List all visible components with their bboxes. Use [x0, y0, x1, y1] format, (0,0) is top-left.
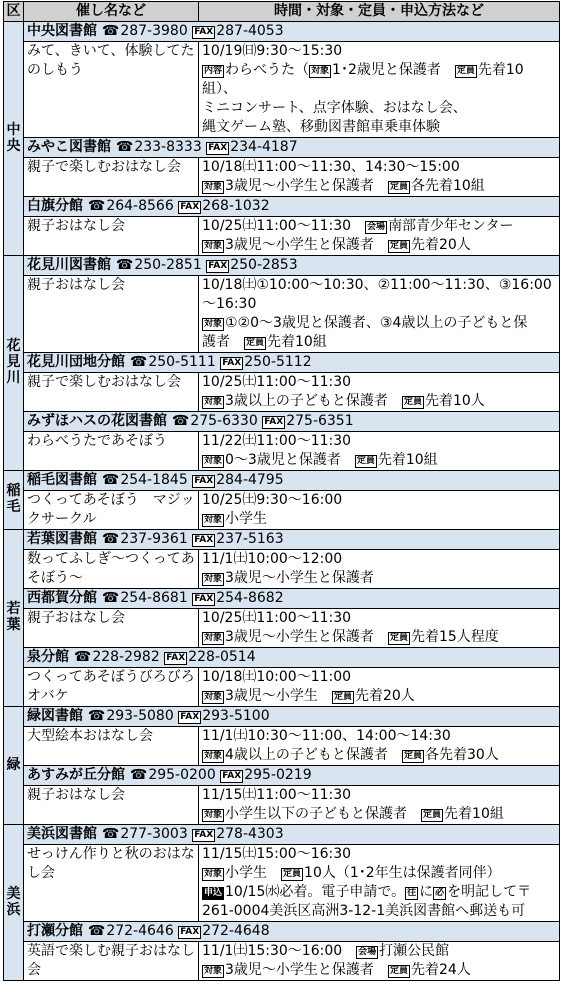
phone-icon: ☎	[101, 23, 120, 39]
phone-icon: ☎	[73, 649, 92, 665]
library-name: みやこ図書館	[27, 139, 111, 155]
label-icon: 対象	[204, 869, 223, 879]
detail-text: ミニコンサート、点字体験、おはなし会、	[202, 100, 467, 116]
event-title: 親子おはなし会	[24, 609, 199, 648]
library-tel	[74, 649, 256, 665]
detail-text: 3歳以上の子どもと保護者	[225, 393, 402, 409]
event-row	[4, 550, 560, 589]
tel-number: 287-3980	[120, 23, 188, 39]
library-row	[4, 22, 560, 42]
label-icon: 会場	[367, 222, 386, 232]
detail-line	[202, 786, 556, 805]
library-row	[4, 256, 560, 276]
library-header	[24, 412, 560, 432]
event-row	[4, 786, 560, 825]
fax-number: 295-0219	[244, 767, 312, 783]
label-icon: 内容	[204, 66, 223, 76]
phone-icon: ☎	[171, 413, 190, 429]
detail-text: 小学生	[225, 865, 282, 881]
ward-name: 花見川	[6, 338, 21, 386]
ward-cell	[4, 256, 24, 471]
label-icon: 対象	[204, 241, 223, 251]
detail-text: 10/25㈯11:00～11:30	[202, 374, 352, 390]
library-name: 稲毛図書館	[27, 472, 97, 488]
event-row	[4, 727, 560, 766]
library-name: 花見川図書館	[27, 257, 111, 273]
library-tel	[102, 472, 284, 488]
library-row	[4, 353, 560, 373]
label-icon: 対象	[204, 692, 223, 702]
fax-number: 250-5112	[244, 354, 312, 370]
event-details	[199, 158, 560, 197]
label-icon: 定員	[423, 810, 442, 820]
fax-number: 237-5163	[216, 531, 284, 547]
phone-icon: ☎	[101, 826, 120, 842]
phone-icon: ☎	[87, 923, 106, 939]
detail-line	[202, 805, 556, 824]
label-icon: 対象	[204, 810, 223, 820]
library-header	[24, 922, 560, 942]
label-icon: 定員	[403, 751, 422, 761]
library-header	[24, 471, 560, 491]
event-title: 大型絵本おはなし会	[24, 727, 199, 766]
event-details	[199, 42, 560, 138]
tel-number: 237-9361	[120, 531, 188, 547]
detail-text: 10/15㈬必着。電子申請で。	[225, 884, 406, 900]
detail-text: 先着15人程度	[410, 629, 499, 645]
event-details	[199, 550, 560, 589]
detail-text: 3歳児～小学生と保護者	[225, 962, 388, 978]
detail-line	[202, 668, 556, 687]
library-tel	[102, 590, 284, 606]
event-title: 親子おはなし会	[24, 276, 199, 353]
event-row	[4, 845, 560, 922]
tel-number: 254-8681	[120, 590, 188, 606]
library-header	[24, 197, 560, 217]
library-header	[24, 138, 560, 158]
detail-text: 10/18㈯11:00～11:30、14:30～15:00	[202, 159, 460, 175]
label-icon: 対象	[204, 633, 223, 643]
library-tel	[172, 413, 354, 429]
fax-number: 284-4795	[216, 472, 284, 488]
library-name: 泉分館	[27, 649, 69, 665]
detail-text: 261-0004美浜区高洲3-12-1美浜図書館へ郵送も可	[202, 903, 526, 919]
fax-icon: FAX	[180, 712, 200, 722]
detail-line	[202, 333, 556, 352]
phone-icon: ☎	[101, 531, 120, 547]
detail-line	[202, 373, 556, 392]
detail-text: 先着10組	[377, 452, 438, 468]
library-row	[4, 412, 560, 432]
phone-icon: ☎	[129, 767, 148, 783]
event-row	[4, 42, 560, 138]
detail-text: 10/19㈰9:30～15:30	[202, 43, 343, 59]
detail-text: 10/18㈯①10:00～10:30、②11:00～11:30、③16:00	[202, 277, 552, 293]
library-row	[4, 589, 560, 609]
detail-text: 10/25㈯11:00～11:30	[202, 218, 366, 234]
library-header	[24, 589, 560, 609]
detail-text: わらべうた（	[225, 62, 310, 78]
library-name: あすみが丘分館	[27, 767, 125, 783]
tel-number: 275-6330	[190, 413, 258, 429]
detail-line	[202, 902, 556, 921]
tel-number: 254-1845	[120, 472, 188, 488]
event-details	[199, 942, 560, 981]
tel-number: 293-5080	[106, 708, 174, 724]
fax-number: 250-2853	[230, 257, 298, 273]
fax-number: 287-4053	[216, 23, 284, 39]
tel-number: 250-2851	[134, 257, 202, 273]
detail-text: 打瀬公民館	[379, 943, 450, 959]
library-tel	[130, 767, 312, 783]
fax-number: 275-6351	[286, 413, 354, 429]
label-icon: 対象	[204, 574, 223, 584]
detail-line	[202, 42, 556, 61]
library-name: 花見川団地分館	[27, 354, 125, 370]
detail-line	[202, 510, 556, 529]
label-icon: 対象	[204, 966, 223, 976]
tel-number: 272-4646	[106, 923, 174, 939]
detail-text: 先着10人	[424, 393, 485, 409]
detail-text: 3歳児～小学生と保護者	[225, 629, 388, 645]
detail-text: ①②0～3歳児と保護者、③4歳以上の子どもと保	[225, 315, 528, 331]
label-icon: 定員	[456, 66, 475, 76]
event-title: 親子で楽しむおはなし会	[24, 373, 199, 412]
event-row	[4, 942, 560, 981]
event-title: 数ってふしぎ～つくってあそぼう～	[24, 550, 199, 589]
fax-number: 228-0514	[188, 649, 256, 665]
event-details	[199, 276, 560, 353]
detail-line	[202, 314, 556, 333]
label-icon: 対象	[204, 515, 223, 525]
detail-text: 縄文ゲーム塾、移動図書館車乗車体験	[202, 119, 440, 135]
events-table	[3, 1, 560, 981]
detail-text: 11/22㈯11:00～11:30	[202, 433, 352, 449]
header-row	[4, 2, 560, 22]
detail-line	[202, 550, 556, 569]
event-row	[4, 158, 560, 197]
library-tel	[88, 198, 270, 214]
library-row	[4, 471, 560, 491]
detail-line	[202, 236, 556, 255]
fax-icon: FAX	[264, 417, 284, 427]
tel-number: 228-2982	[92, 649, 160, 665]
label-icon: 定員	[389, 633, 408, 643]
event-row	[4, 276, 560, 353]
fax-icon: FAX	[194, 535, 214, 545]
detail-line	[202, 99, 556, 118]
detail-text: 護者	[202, 334, 244, 350]
library-name: 美浜図書館	[27, 826, 97, 842]
fax-number: 268-1032	[202, 198, 270, 214]
event-row	[4, 217, 560, 256]
event-row	[4, 491, 560, 530]
library-row	[4, 766, 560, 786]
detail-text: 3歳児～小学生と保護者	[225, 237, 388, 253]
library-tel	[102, 23, 284, 39]
ward-name: 緑	[6, 757, 21, 773]
ward-cell	[4, 530, 24, 707]
fax-icon: FAX	[194, 830, 214, 840]
detail-text: 南部青少年センター	[388, 218, 514, 234]
ward-cell	[4, 471, 24, 530]
fax-icon: FAX	[194, 27, 214, 37]
detail-text: に	[419, 884, 434, 900]
event-title: 親子おはなし会	[24, 217, 199, 256]
event-details	[199, 668, 560, 707]
phone-icon: ☎	[115, 139, 134, 155]
event-title: せっけん作りと秋のおはなし会	[24, 845, 199, 922]
detail-line	[202, 687, 556, 706]
library-row	[4, 530, 560, 550]
event-details	[199, 491, 560, 530]
detail-line	[202, 628, 556, 647]
event-row	[4, 432, 560, 471]
detail-text: 先着20人	[410, 237, 471, 253]
detail-text: 先着10組	[444, 806, 504, 822]
detail-text: 10人（1･2年生は保護者同伴）	[304, 865, 501, 881]
header-details: 時間・対象・定員・申込方法など	[199, 2, 560, 22]
label-icon: 往	[407, 888, 417, 898]
detail-text: 11/15㈯15:00～16:30	[202, 846, 352, 862]
detail-text: 先着10組	[267, 334, 327, 350]
fax-icon: FAX	[180, 202, 200, 212]
detail-line	[202, 491, 556, 510]
detail-text: 10/18㈯10:00～11:00	[202, 669, 352, 685]
event-title: 親子おはなし会	[24, 786, 199, 825]
event-details	[199, 786, 560, 825]
fax-icon: FAX	[208, 261, 228, 271]
detail-text: 11/1㈯10:30～11:00、14:00～14:30	[202, 728, 451, 744]
ward-name: 美浜	[6, 885, 21, 918]
library-name: 西都賀分館	[27, 590, 97, 606]
library-row	[4, 825, 560, 845]
label-icon: 対象	[204, 456, 223, 466]
library-name: 若葉図書館	[27, 531, 97, 547]
label-icon: 会場	[358, 947, 377, 957]
detail-line	[202, 864, 556, 883]
fax-icon: FAX	[222, 358, 242, 368]
fax-icon: FAX	[166, 653, 186, 663]
label-icon: 対象	[204, 319, 223, 329]
detail-line	[202, 217, 556, 236]
detail-text: 先着20人	[354, 688, 415, 704]
fax-number: 234-4187	[230, 139, 298, 155]
tel-number: 277-3003	[120, 826, 188, 842]
event-title: 親子で楽しむおはなし会	[24, 158, 199, 197]
detail-text: 4歳以上の子どもと保護者	[225, 747, 402, 763]
detail-text: 小学生	[225, 511, 268, 527]
event-details	[199, 727, 560, 766]
detail-text: 10/25㈯11:00～11:30	[202, 610, 352, 626]
phone-icon: ☎	[101, 590, 120, 606]
event-title: みて、きいて、体験してたのしもう	[24, 42, 199, 138]
detail-text: 1･2歳児と保護者	[332, 62, 455, 78]
library-header	[24, 256, 560, 276]
phone-icon: ☎	[87, 198, 106, 214]
ward-name: 中央	[6, 121, 21, 154]
tel-number: 250-5111	[148, 354, 216, 370]
detail-line	[202, 118, 556, 137]
events-body	[4, 22, 560, 981]
detail-line	[202, 883, 556, 902]
event-details	[199, 432, 560, 471]
detail-line	[202, 451, 556, 470]
detail-line	[202, 432, 556, 451]
fax-icon: FAX	[194, 594, 214, 604]
detail-line	[202, 845, 556, 864]
library-name: 打瀬分館	[27, 923, 83, 939]
library-row	[4, 138, 560, 158]
library-tel	[88, 708, 270, 724]
ward-name: 若葉	[6, 601, 21, 633]
library-name: 緑図書館	[27, 708, 83, 724]
label-icon: 定員	[389, 241, 408, 251]
library-tel	[116, 257, 298, 273]
fax-number: 278-4303	[216, 826, 284, 842]
label-icon: 対象	[204, 182, 223, 192]
ward-cell	[4, 22, 24, 256]
label-icon: 定員	[283, 869, 302, 879]
detail-text: 11/1㈯10:00～12:00	[202, 551, 343, 567]
fax-icon: FAX	[208, 143, 228, 153]
library-header	[24, 530, 560, 550]
event-title: つくってあそぼう マジックサークル	[24, 491, 199, 530]
detail-text: 各先着10組	[410, 178, 485, 194]
detail-line	[202, 942, 556, 961]
tel-number: 233-8333	[134, 139, 202, 155]
fax-icon: FAX	[222, 771, 242, 781]
phone-icon: ☎	[101, 472, 120, 488]
detail-text: 3歳児～小学生と保護者	[225, 570, 374, 586]
detail-line	[202, 392, 556, 411]
detail-line	[202, 569, 556, 588]
event-title: わらべうたであそぼう	[24, 432, 199, 471]
detail-text: 11/1㈯15:30～16:00	[202, 943, 357, 959]
fax-icon: FAX	[180, 927, 200, 937]
detail-text: 先着24人	[410, 962, 471, 978]
phone-icon: ☎	[115, 257, 134, 273]
event-details	[199, 373, 560, 412]
header-event: 催し名など	[24, 2, 199, 22]
label-icon: 対象	[204, 751, 223, 761]
library-name: 中央図書館	[27, 23, 97, 39]
detail-text: 10/25㈯9:30～16:00	[202, 492, 343, 508]
label-icon: 対象	[204, 397, 223, 407]
detail-line	[202, 276, 556, 295]
label-icon: 定員	[403, 397, 422, 407]
event-title: 英語で楽しむ親子おはなし会	[24, 942, 199, 981]
label-icon: 定員	[333, 692, 352, 702]
detail-line	[202, 609, 556, 628]
detail-line	[202, 177, 556, 196]
detail-line	[202, 61, 556, 99]
phone-icon: ☎	[129, 354, 148, 370]
library-tel	[102, 826, 284, 842]
ward-cell	[4, 707, 24, 825]
label-icon: 定員	[389, 966, 408, 976]
detail-text: ～16:30	[202, 296, 257, 312]
library-row	[4, 197, 560, 217]
library-header	[24, 825, 560, 845]
library-tel	[116, 139, 298, 155]
label-icon: 定員	[356, 456, 375, 466]
tel-number: 295-0200	[148, 767, 216, 783]
event-details	[199, 845, 560, 922]
detail-text: 0～3歳児と保護者	[225, 452, 355, 468]
fax-number: 254-8682	[216, 590, 284, 606]
detail-text: 先着10組）、	[202, 62, 524, 97]
label-icon: 必	[435, 888, 445, 898]
library-row	[4, 648, 560, 668]
label-icon: 対象	[311, 66, 330, 76]
label-icon: 定員	[246, 338, 265, 348]
library-header	[24, 707, 560, 727]
detail-text: 各先着30人	[424, 747, 499, 763]
library-tel	[88, 923, 270, 939]
fax-icon: FAX	[194, 476, 214, 486]
detail-text: 11/15㈯11:00～11:30	[202, 787, 352, 803]
fax-number: 272-4648	[202, 923, 270, 939]
detail-line	[202, 158, 556, 177]
detail-text: 3歳児～小学生と保護者	[225, 178, 388, 194]
detail-line	[202, 727, 556, 746]
library-name: 白旗分館	[27, 198, 83, 214]
fax-number: 293-5100	[202, 708, 270, 724]
ward-cell	[4, 825, 24, 981]
library-tel	[130, 354, 312, 370]
phone-icon: ☎	[87, 708, 106, 724]
library-header	[24, 353, 560, 373]
label-icon: 申込	[204, 888, 223, 898]
detail-line	[202, 961, 556, 980]
tel-number: 264-8566	[106, 198, 174, 214]
event-details	[199, 217, 560, 256]
event-row	[4, 609, 560, 648]
library-name: みずほハスの花図書館	[27, 413, 167, 429]
ward-name: 稲毛	[6, 483, 21, 515]
library-header	[24, 648, 560, 668]
detail-line	[202, 746, 556, 765]
library-header	[24, 22, 560, 42]
library-header	[24, 766, 560, 786]
header-ward: 区	[4, 2, 24, 22]
detail-text: 3歳児～小学生	[225, 688, 332, 704]
library-row	[4, 707, 560, 727]
library-row	[4, 922, 560, 942]
event-row	[4, 373, 560, 412]
event-title: つくってあそぼうびろびろオバケ	[24, 668, 199, 707]
detail-text: を明記して〒	[447, 884, 532, 900]
label-icon: 定員	[389, 182, 408, 192]
library-tel	[102, 531, 284, 547]
detail-line	[202, 295, 556, 314]
event-row	[4, 668, 560, 707]
detail-text: 小学生以下の子どもと保護者	[225, 806, 422, 822]
event-details	[199, 609, 560, 648]
